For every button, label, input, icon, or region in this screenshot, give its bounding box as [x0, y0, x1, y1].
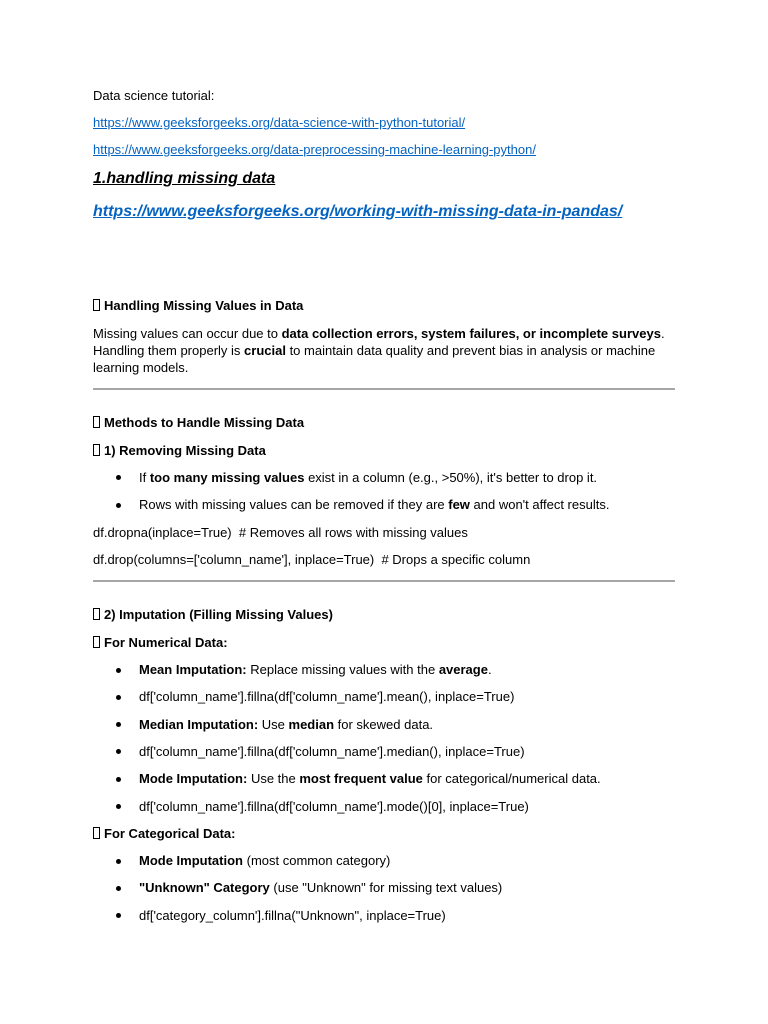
overview-heading-text: Handling Missing Values in Data — [104, 298, 304, 314]
list-item-text: and won't affect results. — [469, 497, 610, 513]
list-item-text: Use the — [247, 771, 300, 787]
list-item-emphasis: median — [288, 716, 335, 732]
reference-link-paragraph — [93, 141, 675, 158]
numerical-heading — [93, 634, 675, 651]
overview-text-part: . Handling them properly is — [93, 325, 665, 358]
methods-heading-text: Methods to Handle Missing Data — [104, 415, 305, 431]
list-item-text: (use "Unknown" for missing text values) — [269, 880, 503, 896]
missing-glyph-icon — [93, 608, 100, 620]
list-item-emphasis: Mode Imputation — [139, 853, 243, 869]
list-item — [93, 798, 675, 815]
section-link-missing-data[interactable]: https://www.geeksforgeeks.org/working-with-missing-data-in-pandas/ — [93, 202, 623, 220]
list-item-emphasis: few — [448, 497, 470, 513]
list-item-code: df['category_column'].fillna("Unknown", inplace=True) — [139, 907, 446, 923]
bullet-icon — [116, 886, 121, 891]
list-item-code: df['column_name'].fillna(df['column_name'].median(), inplace=True) — [139, 743, 525, 759]
overview-text-part: Missing values can occur due to — [93, 325, 282, 341]
list-item-code: df['column_name'].fillna(df['column_name'].mean(), inplace=True) — [139, 689, 515, 705]
bullet-icon — [116, 722, 121, 727]
list-item-emphasis: "Unknown" Category — [139, 880, 270, 896]
list-item-text: exist in a column (e.g., >50%), it's better to drop it. — [304, 469, 598, 485]
reference-link-preprocessing[interactable]: https://www.geeksforgeeks.org/data-preprocessing-machine-learning-python/ — [93, 142, 536, 158]
list-item-code: df['column_name'].fillna(df['column_name'].mode()[0], inplace=True) — [139, 798, 529, 814]
bullet-icon — [116, 913, 121, 918]
overview-text-part: to maintain data quality and prevent bias in analysis or machine learning models. — [93, 342, 656, 375]
missing-glyph-icon — [93, 416, 100, 428]
bullet-icon — [116, 804, 121, 809]
numerical-heading-text: For Numerical Data: — [104, 634, 228, 650]
overview-paragraph — [93, 325, 675, 376]
overview-heading — [93, 297, 675, 314]
list-item — [93, 496, 675, 513]
overview-text-emphasis: data collection errors, system failures, or incomplete surveys — [281, 325, 661, 341]
missing-glyph-icon — [93, 444, 100, 456]
list-item-emphasis: too many missing values — [149, 469, 305, 485]
list-item — [93, 688, 675, 705]
reference-link-data-science[interactable]: https://www.geeksforgeeks.org/data-science-with-python-tutorial/ — [93, 114, 466, 130]
list-item-emphasis: Median Imputation: — [139, 716, 259, 732]
list-item-emphasis: Mean Imputation: — [139, 662, 247, 678]
bullet-icon — [116, 668, 121, 673]
list-item — [93, 743, 675, 760]
removing-heading — [93, 442, 675, 459]
list-item — [93, 661, 675, 678]
categorical-heading-text: For Categorical Data: — [104, 825, 236, 841]
code-line-dropna: df.dropna(inplace=True) # Removes all rows with missing values — [93, 524, 468, 540]
bullet-icon — [116, 777, 121, 782]
bullet-icon — [116, 503, 121, 508]
section-link-paragraph — [93, 201, 675, 223]
list-item-text: (most common category) — [243, 853, 391, 869]
removing-heading-text: 1) Removing Missing Data — [104, 442, 266, 458]
list-item-emphasis: most frequent value — [299, 771, 423, 787]
section-heading: 1.handling missing data — [93, 170, 276, 188]
list-item — [93, 879, 675, 896]
list-item-text: Replace missing values with the — [246, 662, 439, 678]
bullet-icon — [116, 859, 121, 864]
list-item-text: Rows with missing values can be removed if they are — [139, 497, 449, 513]
methods-heading — [93, 414, 675, 431]
list-item-emphasis: average — [438, 662, 488, 678]
categorical-heading — [93, 825, 675, 842]
bullet-icon — [116, 695, 121, 700]
list-item-text: If — [139, 469, 150, 485]
document-body — [93, 87, 675, 934]
list-item — [93, 907, 675, 924]
missing-glyph-icon — [93, 636, 100, 648]
list-item-text: for skewed data. — [334, 716, 434, 732]
imputation-heading-text: 2) Imputation (Filling Missing Values) — [104, 607, 333, 623]
imputation-heading — [93, 606, 675, 623]
horizontal-rule — [93, 388, 675, 390]
bullet-icon — [116, 475, 121, 480]
code-line-drop-column: df.drop(columns=['column_name'], inplace=True) # Drops a specific column — [93, 551, 531, 567]
list-item-emphasis: Mode Imputation: — [139, 771, 248, 787]
bullet-icon — [116, 749, 121, 754]
intro-label: Data science tutorial: — [93, 87, 215, 103]
list-item-text: for categorical/numerical data. — [422, 771, 601, 787]
list-item — [93, 770, 675, 787]
list-item — [93, 469, 675, 486]
missing-glyph-icon — [93, 827, 100, 839]
list-item — [93, 852, 675, 869]
list-item-text: . — [487, 662, 492, 678]
overview-text-emphasis: crucial — [244, 342, 286, 358]
horizontal-rule — [93, 580, 675, 582]
list-item — [93, 716, 675, 733]
list-item-text: Use — [258, 716, 289, 732]
reference-link-paragraph — [93, 114, 675, 131]
missing-glyph-icon — [93, 299, 100, 311]
